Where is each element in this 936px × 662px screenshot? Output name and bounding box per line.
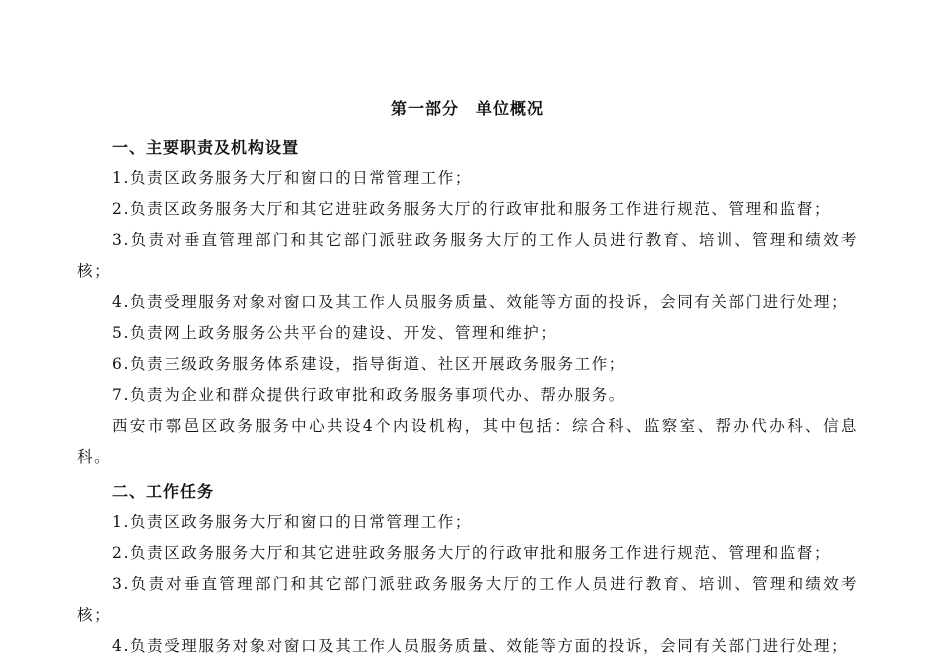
section-heading: 二、工作任务 <box>112 482 215 501</box>
document-page <box>77 93 858 662</box>
paragraph: 4.负责受理服务对象对窗口及其工作人员服务质量、效能等方面的投诉，会同有关部门进行处理； <box>112 637 849 655</box>
paragraph: 2.负责区政务服务大厅和其它进驻政务服务大厅的行政审批和服务工作进行规范、管理和监督； <box>112 200 832 218</box>
paragraph: 7.负责为企业和群众提供行政审批和政务服务事项代办、帮办服务。 <box>112 386 626 404</box>
paragraph: 5.负责网上政务服务公共平台的建设、开发、管理和维护； <box>112 324 558 342</box>
paragraph: 西安市鄠邑区政务服务中心共设4个内设机构，其中包括：综合科、监察室、帮办代办科、信息科。 <box>77 417 858 466</box>
paragraph: 3.负责对垂直管理部门和其它部门派驻政务服务大厅的工作人员进行教育、培训、管理和绩效考核； <box>77 575 858 624</box>
paragraph: 6.负责三级政务服务体系建设，指导街道、社区开展政务服务工作； <box>112 355 626 373</box>
paragraph: 1.负责区政务服务大厅和窗口的日常管理工作； <box>112 513 472 531</box>
section-heading: 一、主要职责及机构设置 <box>112 138 300 157</box>
paragraph: 1.负责区政务服务大厅和窗口的日常管理工作； <box>112 169 472 187</box>
paragraph: 2.负责区政务服务大厅和其它进驻政务服务大厅的行政审批和服务工作进行规范、管理和监督； <box>112 544 832 562</box>
paragraph: 4.负责受理服务对象对窗口及其工作人员服务质量、效能等方面的投诉，会同有关部门进行处理； <box>112 293 849 311</box>
page-title: 第一部分 单位概况 <box>390 99 544 118</box>
paragraph: 3.负责对垂直管理部门和其它部门派驻政务服务大厅的工作人员进行教育、培训、管理和绩效考核； <box>77 231 858 280</box>
